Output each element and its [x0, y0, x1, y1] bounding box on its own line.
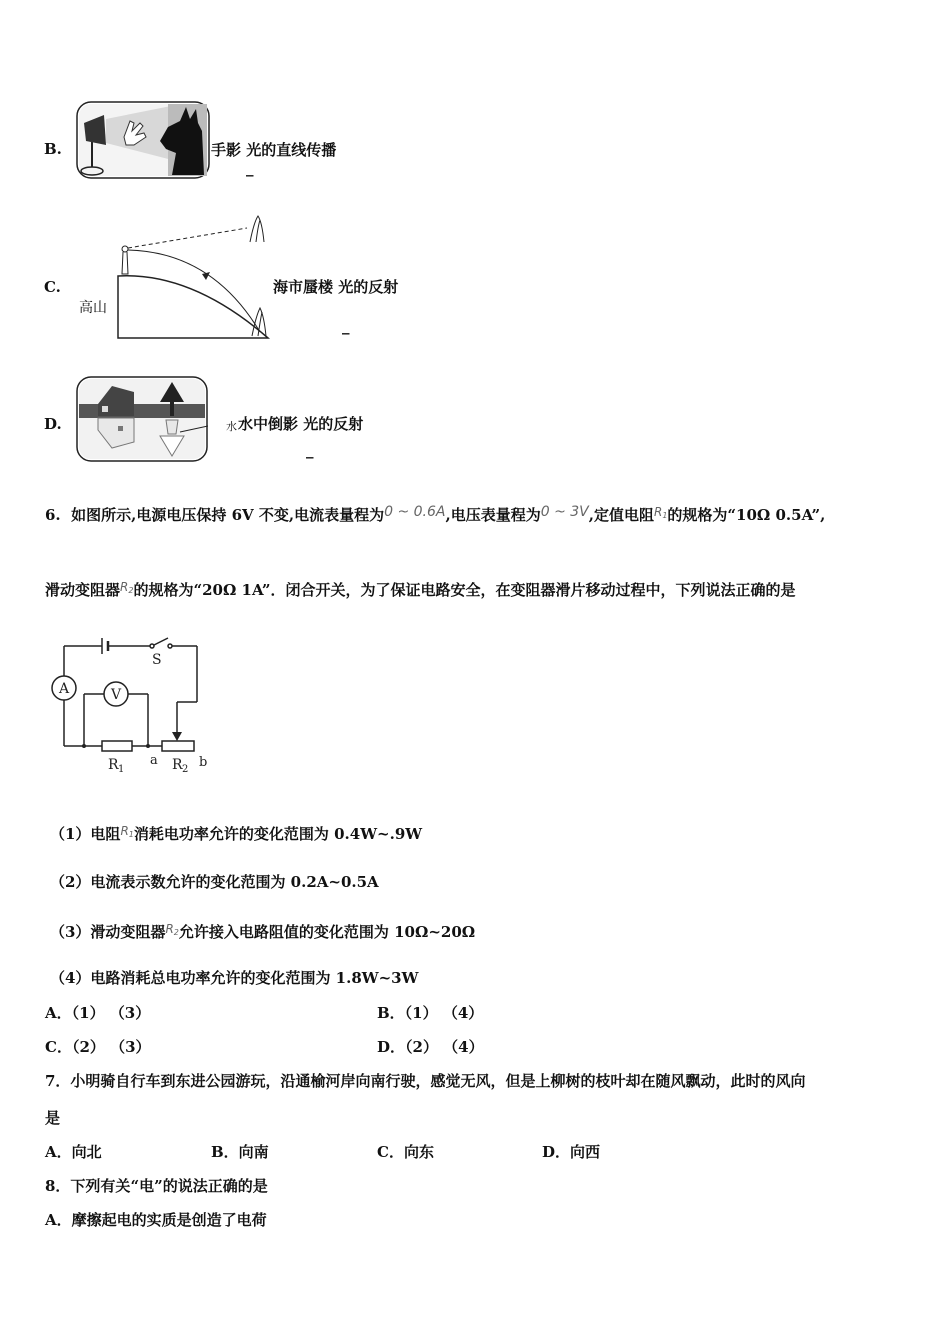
s3-r2-symbol: R2 — [165, 922, 179, 937]
q6-option-c[interactable]: C．（2） （3） — [45, 1038, 151, 1056]
q6-voltmeter-range: 0 ~ 3V — [540, 504, 589, 520]
q6-number: 6. — [45, 506, 61, 524]
q6-text-1b: ,电压表量程为 — [445, 506, 541, 524]
q6-statement-1: （1）电阻$^{R1}$消耗电功率允许的变化范围为 0.4W~.9W — [50, 824, 423, 843]
option-c-underscore: _ — [342, 317, 350, 335]
ammeter-label: A — [59, 681, 70, 697]
q7-option-c[interactable]: C．向东 — [377, 1143, 434, 1161]
q7-option-b[interactable]: B．向南 — [211, 1143, 269, 1161]
q6-text-2a: 滑动变阻器 — [45, 581, 121, 599]
q6-option-b[interactable]: B．（1） （4） — [377, 1004, 484, 1022]
circuit-b-label: b — [199, 755, 208, 770]
voltmeter-label: V — [111, 687, 122, 703]
option-c-letter: C. — [44, 278, 61, 296]
water-label: 水 — [226, 420, 237, 433]
q6-option-d[interactable]: D．（2） （4） — [377, 1038, 484, 1056]
q7-option-d[interactable]: D．向西 — [542, 1143, 601, 1161]
water-reflection-image — [76, 376, 208, 462]
q6-text-1a: 如图所示,电源电压保持 6V 不变,电流表量程为 — [71, 506, 385, 524]
q6-statement-4: （4）电路消耗总电功率允许的变化范围为 1.8W~3W — [50, 969, 419, 987]
q8-option-a[interactable]: A．摩擦起电的实质是创造了电荷 — [45, 1211, 267, 1229]
q6-line2 — [45, 577, 795, 601]
q6-option-a[interactable]: A．（1） （3） — [45, 1004, 151, 1022]
circuit-r1-sub: 1 — [118, 764, 125, 775]
circuit-a-label: a — [150, 753, 158, 768]
option-d-underscore: _ — [306, 441, 314, 459]
mountain-label: 高山 — [79, 300, 107, 316]
option-b-letter: B. — [44, 140, 62, 158]
q6-line1 — [45, 502, 825, 526]
circuit-r2-label: R — [172, 757, 183, 773]
q6-r2-symbol: R2 — [120, 580, 134, 595]
switch-label: S — [152, 652, 162, 668]
circuit-r1-label: R — [108, 757, 119, 773]
q6-statement-3: （3）滑动变阻器$^{R2}$允许接入电路阻值的变化范围为 10Ω~20Ω — [50, 922, 476, 941]
option-d-letter: D. — [44, 415, 62, 433]
q7-option-a[interactable]: A．向北 — [45, 1143, 102, 1161]
option-b-underscore: _ — [246, 159, 254, 177]
circuit-diagram — [44, 632, 224, 777]
q7-line1: 7．小明骑自行车到东进公园游玩，沿通榆河岸向南行驶，感觉无风，但是上柳树的枝叶却在随风飘动，此时的风向 — [45, 1072, 806, 1090]
mirage-image — [72, 212, 272, 344]
hand-shadow-image — [76, 101, 210, 179]
q7-line2: 是 — [45, 1109, 61, 1127]
q6-r1-symbol: R1 — [653, 505, 668, 520]
s1-r1-symbol: R1 — [120, 824, 134, 839]
q6-text-1d: 的规格为“10Ω 0.5A”, — [667, 506, 826, 524]
q8-line1: 8．下列有关“电”的说法正确的是 — [45, 1177, 268, 1195]
circuit-r2-sub: 2 — [182, 764, 189, 775]
q6-statement-2: （2）电流表示数允许的变化范围为 0.2A~0.5A — [50, 873, 379, 891]
option-d-caption: 水中倒影 光的反射 — [238, 415, 364, 433]
option-c-caption: 海市蜃楼 光的反射 — [273, 278, 399, 296]
q6-ammeter-range: 0 ~ 0.6A — [384, 504, 446, 520]
q6-text-2b: 的规格为“20Ω 1A”．闭合开关，为了保证电路安全，在变阻器滑片移动过程中，下列说法正确的是 — [133, 581, 796, 599]
option-b-caption: 手影 光的直线传播 — [211, 141, 337, 159]
q6-text-1c: ,定值电阻 — [588, 506, 654, 524]
